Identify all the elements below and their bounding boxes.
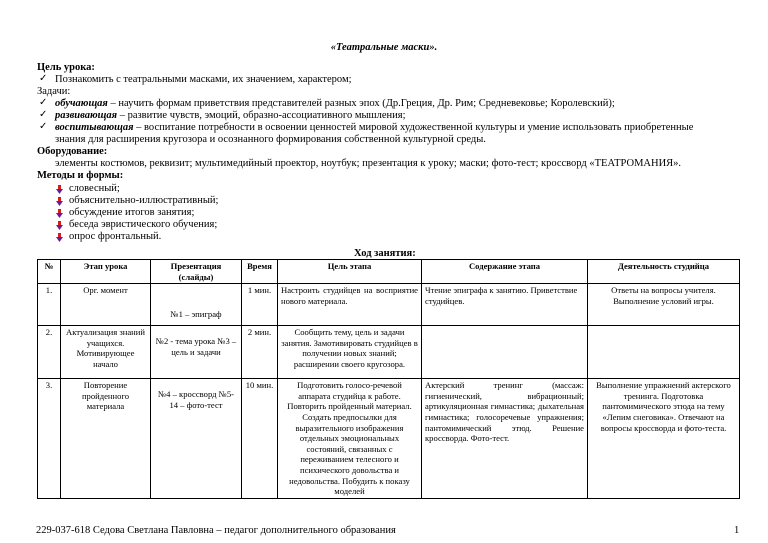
row-goal: Сообщить тему, цель и задачи занятия. Замотивировать студийцев в получении новых знаний; расширении своего кругозора. bbox=[278, 326, 422, 379]
checkmark-icon: ✓ bbox=[39, 121, 48, 132]
checkmark-icon: ✓ bbox=[39, 109, 48, 120]
row-num: 2. bbox=[38, 326, 61, 379]
method-item: беседа эвристического обучения; bbox=[69, 219, 218, 230]
row-stage: Орг. момент bbox=[61, 284, 151, 326]
row-time: 10 мин. bbox=[242, 379, 278, 499]
col-header-stage: Этап урока bbox=[61, 260, 151, 284]
row-goal: Подготовить голосо-речевой аппарата студийца к работе. Повторить пройденный материал. Создать предпосылки для выразительного изображения отдельных эмоциональных состояний, связанных с переживанием телесного и психического довольства и недовольства. Побудить к показу моделей bbox=[278, 379, 422, 499]
row-content bbox=[422, 326, 588, 379]
method-item: объяснительно-иллюстративный; bbox=[69, 195, 219, 206]
arrow-down-bullet-icon bbox=[56, 233, 63, 242]
row-content: Актерский тренинг (массаж: гигиенический, вибрационный; артикуляционная гимнастика; дыхательная гимнастика; голосоречевые упражнения; пантомимический этюд. Решение кроссворда. Фото-тест. bbox=[422, 379, 588, 499]
arrow-down-bullet-icon bbox=[56, 209, 63, 218]
row-activity bbox=[588, 326, 740, 379]
task-item-developing: развивающая – развитие чувств, эмоций, образно-ассоциативного мышления; bbox=[55, 110, 406, 121]
col-header-content: Содержание этапа bbox=[422, 260, 588, 284]
task-item-teaching: обучающая – научить формам приветствия представителей разных эпох (Др.Греция, Др. Рим; Средневековье; Королевский); bbox=[55, 98, 615, 109]
col-header-slides: Презентация (слайды) bbox=[151, 260, 242, 284]
row-slides: №2 - тема урока №3 – цель и задачи bbox=[151, 326, 242, 379]
col-header-num: № bbox=[38, 260, 61, 284]
row-time: 2 мин. bbox=[242, 326, 278, 379]
table-row bbox=[38, 379, 740, 499]
row-slides: №1 – эпиграф bbox=[151, 284, 242, 326]
row-stage: Актуализация знаний учащихся. Мотивирующее начало bbox=[61, 326, 151, 379]
arrow-down-bullet-icon bbox=[56, 185, 63, 194]
row-time: 1 мин. bbox=[242, 284, 278, 326]
tasks-heading: Задачи: bbox=[37, 86, 71, 97]
table-header-row bbox=[38, 260, 740, 284]
lesson-title: «Театральные маски». bbox=[330, 42, 438, 53]
method-item: словесный; bbox=[69, 183, 120, 194]
row-stage: Повторение пройденного материала bbox=[61, 379, 151, 499]
table-caption: Ход занятия: bbox=[354, 248, 416, 259]
equipment-heading: Оборудование: bbox=[37, 146, 108, 157]
arrow-down-bullet-icon bbox=[56, 197, 63, 206]
footer-text: 229-037-618 Седова Светлана Павловна – педагог дополнительного образования bbox=[36, 525, 396, 536]
row-content: Чтение эпиграфа к занятию. Приветствие студийцев. bbox=[422, 284, 588, 326]
task-item-educating: воспитывающая – воспитание потребности в освоении ценностей мировой художественной культуры и умение использовать приобретенные bbox=[55, 122, 694, 133]
methods-heading: Методы и формы: bbox=[37, 170, 124, 181]
row-num: 1. bbox=[38, 284, 61, 326]
method-item: опрос фронтальный. bbox=[69, 231, 162, 242]
row-slides: №4 – кроссворд №5-14 – фото-тест bbox=[151, 379, 242, 499]
row-num: 3. bbox=[38, 379, 61, 499]
col-header-goal: Цель этапа bbox=[278, 260, 422, 284]
table-row bbox=[38, 326, 740, 379]
col-header-activity: Деятельность студийца bbox=[588, 260, 740, 284]
page-number: 1 bbox=[734, 525, 740, 536]
task-item-educating-cont: знания для расширения кругозора и осознанного формирования собственной культурной среды. bbox=[55, 134, 486, 145]
arrow-down-bullet-icon bbox=[56, 221, 63, 230]
row-goal: Настроить студийцев на восприятие нового материала. bbox=[278, 284, 422, 326]
row-activity: Выполнение упражнений актерского тренинга. Подготовка пантомимического этюда на тему «Лепим снеговика». Отвечают на вопросы кроссворда и фото-теста. bbox=[588, 379, 740, 499]
goal-heading: Цель урока: bbox=[37, 62, 95, 73]
row-activity: Ответы на вопросы учителя. Выполнение условий игры. bbox=[588, 284, 740, 326]
equipment-text: элементы костюмов, реквизит; мультимедийный проектор, ноутбук; презентация к уроку; маски; фото-тест; кроссворд «ТЕАТРОМАНИЯ». bbox=[55, 158, 682, 169]
method-item: обсуждение итогов занятия; bbox=[69, 207, 195, 218]
checkmark-icon: ✓ bbox=[39, 97, 48, 108]
goal-item: Познакомить с театральными масками, их значением, характером; bbox=[55, 74, 352, 85]
col-header-time: Время bbox=[242, 260, 278, 284]
lesson-plan-table bbox=[37, 259, 740, 499]
table-row bbox=[38, 284, 740, 326]
checkmark-icon: ✓ bbox=[39, 73, 48, 84]
